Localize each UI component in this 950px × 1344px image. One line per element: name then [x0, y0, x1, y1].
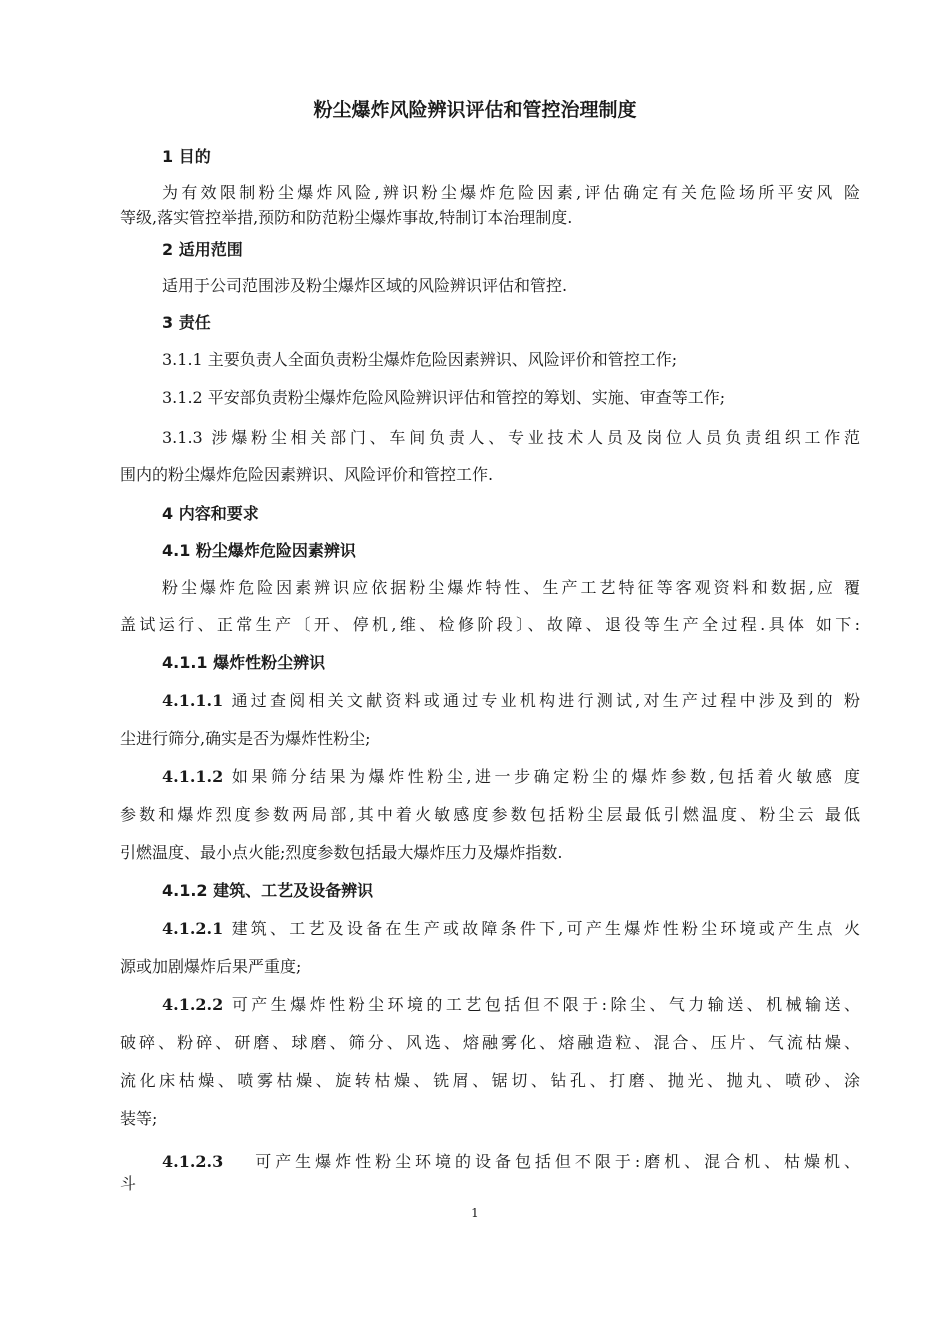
- item-4-1-2-3-text: 可产生爆炸性粉尘环境的设备包括但不限于:磨机、混合机、枯燥机、: [251, 1152, 860, 1171]
- item-4-1-2-2-line-1: [162, 994, 860, 1016]
- section-4-1-2-heading: 4.1.2 建筑、工艺及设备辨识: [162, 881, 374, 900]
- section-1-paragraph-line-2: 等级,落实管控举措,预防和防范粉尘爆炸事故,特制订本治理制度.: [120, 208, 573, 227]
- section-4-1-1-heading: 4.1.1 爆炸性粉尘辨识: [162, 653, 326, 672]
- item-4-1-1-2-text: 如果筛分结果为爆炸性粉尘,进一步确定粉尘的爆炸参数,包括着火敏感 度: [231, 767, 860, 786]
- section-2-paragraph: 适用于公司范围涉及粉尘爆炸区域的风险辨识评估和管控.: [162, 276, 568, 295]
- section-4-1-paragraph-line-1: 粉尘爆炸危险因素辨识应依据粉尘爆炸特性、生产工艺特征等客观资料和数据,应 覆: [162, 578, 860, 597]
- item-4-1-2-2-text: 可产生爆炸性粉尘环境的工艺包括但不限于:除尘、气力输送、机械输送、: [231, 995, 860, 1014]
- item-4-1-2-3-line-2: 斗: [120, 1174, 137, 1193]
- item-4-1-2-1-line-2: 源或加剧爆炸后果严重度;: [120, 957, 302, 976]
- section-2-heading: 2 适用范围: [162, 240, 243, 259]
- item-4-1-1-1-line-2: 尘进行筛分,确实是否为爆炸性粉尘;: [120, 729, 371, 748]
- item-4-1-1-2-line-1: [162, 766, 860, 788]
- section-3-item-3-line-2: 围内的粉尘爆炸危险因素辨识、风险评价和管控工作.: [120, 465, 494, 484]
- item-4-1-2-3-line-1: [162, 1151, 860, 1173]
- section-3-heading: 3 责任: [162, 313, 211, 332]
- section-3-item-2: 3.1.2 平安部负责粉尘爆炸危险风险辨识评估和管控的筹划、实施、审查等工作;: [162, 388, 726, 407]
- item-4-1-1-2-number: 4.1.1.2: [162, 767, 224, 786]
- section-3-item-3-line-1: 3.1.3 涉爆粉尘相关部门、车间负责人、专业技术人员及岗位人员负责组织工作范: [162, 428, 860, 447]
- section-4-1-heading: 4.1 粉尘爆炸危险因素辨识: [162, 541, 356, 560]
- section-1-paragraph-line-1: 为有效限制粉尘爆炸风险,辨识粉尘爆炸危险因素,评估确定有关危险场所平安风 险: [162, 183, 860, 202]
- item-4-1-2-2-line-4: 装等;: [120, 1109, 158, 1128]
- item-4-1-1-1-text: 通过查阅相关文献资料或通过专业机构进行测试,对生产过程中涉及到的 粉: [231, 691, 860, 710]
- item-4-1-2-1-text: 建筑、工艺及设备在生产或故障条件下,可产生爆炸性粉尘环境或产生点 火: [231, 919, 860, 938]
- item-4-1-1-2-line-2: 参数和爆炸烈度参数两局部,其中着火敏感度参数包括粉尘层最低引燃温度、粉尘云 最低: [120, 805, 860, 824]
- section-1-heading: 1 目的: [162, 147, 211, 166]
- item-4-1-2-1-line-1: [162, 918, 860, 940]
- section-4-heading: 4 内容和要求: [162, 504, 259, 523]
- document-title: 粉尘爆炸风险辨识评估和管控治理制度: [313, 99, 637, 121]
- item-4-1-1-1-line-1: [162, 690, 860, 712]
- item-4-1-2-2-number: 4.1.2.2: [162, 995, 224, 1014]
- section-4-1-paragraph-line-2: 盖试运行、正常生产〔开、停机,维、检修阶段〕、故障、退役等生产全过程.具体 如下:: [120, 615, 860, 634]
- item-4-1-1-2-line-3: 引燃温度、最小点火能;烈度参数包括最大爆炸压力及爆炸指数.: [120, 843, 563, 862]
- section-3-item-1: 3.1.1 主要负责人全面负责粉尘爆炸危险因素辨识、风险评价和管控工作;: [162, 350, 678, 369]
- item-4-1-2-1-number: 4.1.2.1: [162, 919, 224, 938]
- item-4-1-1-1-number: 4.1.1.1: [162, 691, 224, 710]
- page-number: 1: [471, 1206, 479, 1220]
- item-4-1-2-2-line-2: 破碎、粉碎、研磨、球磨、筛分、风选、熔融雾化、熔融造粒、混合、压片、气流枯燥、: [120, 1033, 860, 1052]
- item-4-1-2-2-line-3: 流化床枯燥、喷雾枯燥、旋转枯燥、铣屑、锯切、钻孔、打磨、抛光、抛丸、喷砂、涂: [120, 1071, 860, 1090]
- item-4-1-2-3-number: 4.1.2.3: [162, 1152, 224, 1171]
